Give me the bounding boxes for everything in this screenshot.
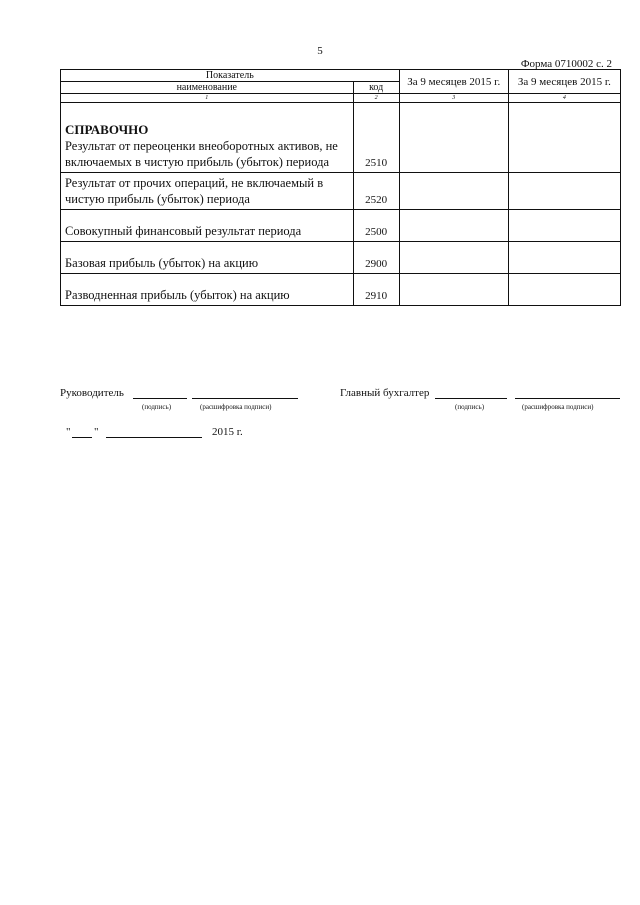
header-period-previous: За 9 месяцев 2015 г. <box>508 70 620 94</box>
report-table <box>60 69 621 306</box>
row-value-previous <box>508 103 620 173</box>
row-value-current <box>399 210 508 242</box>
header-period-current: За 9 месяцев 2015 г. <box>399 70 508 94</box>
row-value-current <box>399 274 508 306</box>
column-number: 4 <box>508 94 620 103</box>
date-day-line[interactable] <box>72 437 92 438</box>
column-number: 1 <box>61 94 354 103</box>
section-title: СПРАВОЧНО <box>65 122 149 137</box>
row-name: Базовая прибыль (убыток) на акцию <box>61 242 354 274</box>
accountant-signature-line[interactable] <box>435 398 507 399</box>
accountant-label: Главный бухгалтер <box>340 387 430 399</box>
page-number: 5 <box>317 45 323 57</box>
table-row <box>61 103 621 173</box>
row-value-current <box>399 103 508 173</box>
row-code: 2910 <box>353 274 399 306</box>
date-year: 2015 г. <box>212 426 243 438</box>
row-value-previous <box>508 173 620 210</box>
row-value-current <box>399 242 508 274</box>
row-value-previous <box>508 274 620 306</box>
row-code: 2900 <box>353 242 399 274</box>
row-value-previous <box>508 210 620 242</box>
table-row <box>61 274 621 306</box>
row-code: 2510 <box>353 103 399 173</box>
column-number: 2 <box>353 94 399 103</box>
accountant-decoding-line[interactable] <box>515 398 620 399</box>
row-value-current <box>399 173 508 210</box>
table-row <box>61 173 621 210</box>
header-code: код <box>353 82 399 94</box>
row-value-previous <box>508 242 620 274</box>
row-name-cell <box>61 103 354 173</box>
column-number-row <box>61 94 621 103</box>
head-decoding-hint: (расшифровка подписи) <box>200 403 272 411</box>
form-code: Форма 0710002 с. 2 <box>520 58 612 70</box>
header-row <box>61 70 621 82</box>
date-month-line[interactable] <box>106 437 202 438</box>
accountant-decoding-hint: (расшифровка подписи) <box>522 403 594 411</box>
header-name: наименование <box>61 82 354 94</box>
row-name: Результат от переоценки внеоборотных активов, не включаемых в чистую прибыль (убыток) периода <box>65 139 338 169</box>
row-name: Результат от прочих операций, не включаемый в чистую прибыль (убыток) периода <box>61 173 354 210</box>
head-signature-line[interactable] <box>133 398 187 399</box>
table-row <box>61 242 621 274</box>
head-decoding-line[interactable] <box>192 398 298 399</box>
head-label: Руководитель <box>60 387 124 399</box>
accountant-signature-hint: (подпись) <box>455 403 485 411</box>
row-name: Совокупный финансовый результат периода <box>61 210 354 242</box>
table-row <box>61 210 621 242</box>
row-name: Разводненная прибыль (убыток) на акцию <box>61 274 354 306</box>
date-open-quote: " <box>66 426 71 438</box>
head-signature-hint: (подпись) <box>142 403 172 411</box>
row-code: 2500 <box>353 210 399 242</box>
column-number: 3 <box>399 94 508 103</box>
header-indicator: Показатель <box>61 70 400 82</box>
row-code: 2520 <box>353 173 399 210</box>
date-close-quote: " <box>94 426 99 438</box>
